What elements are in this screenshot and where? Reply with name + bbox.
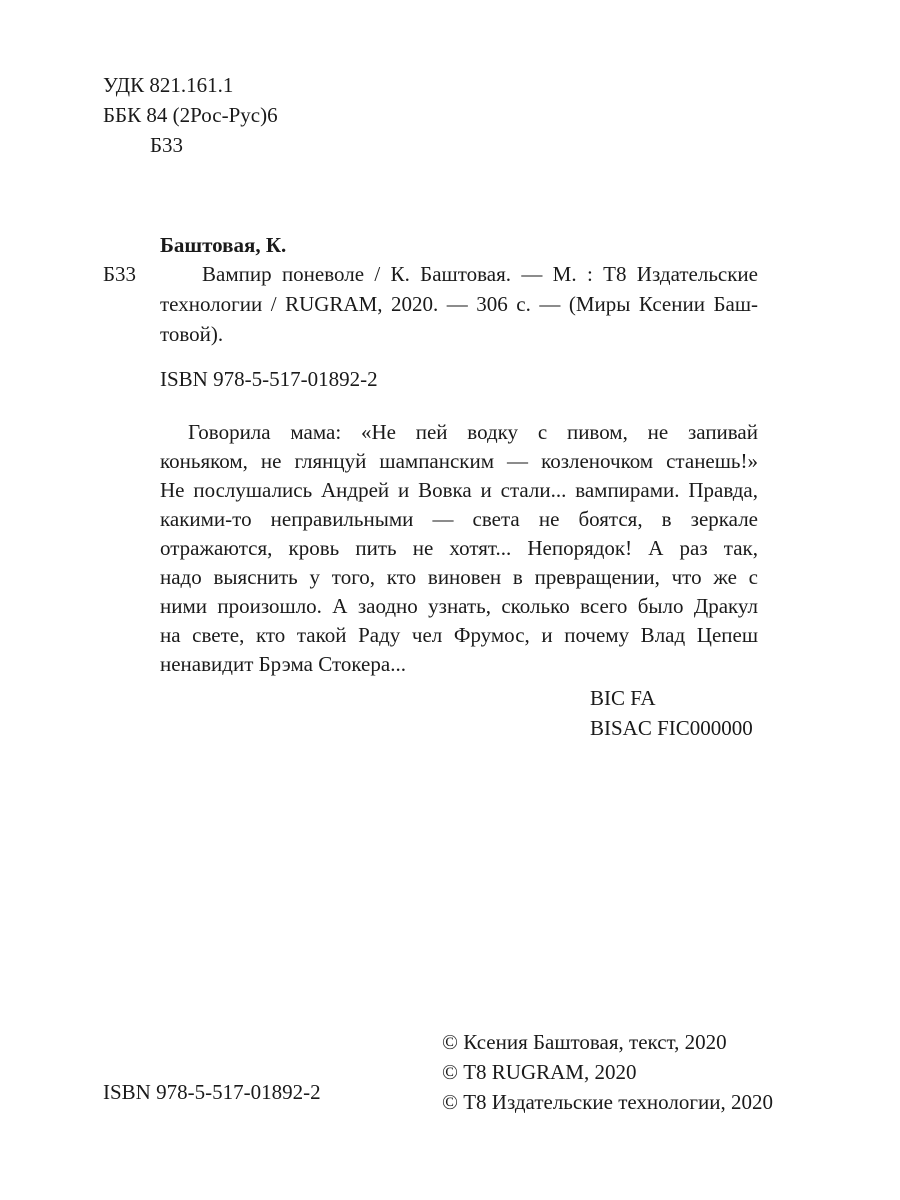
author-mark-inline: Б33	[103, 262, 137, 286]
copyright-block	[442, 1027, 773, 1117]
annotation-line: Говорила мама: «Не пей водку с пивом, не запивай	[188, 420, 758, 444]
biblio-line: технологии / RUGRAM, 2020. — 306 с. — (Миры Ксении Баш-	[160, 292, 758, 316]
subject-codes	[590, 683, 753, 743]
classification-block	[103, 70, 278, 160]
bibliographic-description	[160, 259, 758, 349]
bbk-code: ББК 84 (2Рос-Рус)6	[103, 103, 278, 127]
annotation-line: какими-то неправильными — света не боятся, в зеркале	[160, 507, 758, 531]
annotation-line: Не послушались Андрей и Вовка и стали... вампирами. Правда,	[160, 478, 758, 502]
bisac-code: BISAC FIC000000	[590, 716, 753, 740]
annotation-line: ними произошло. А заодно узнать, сколько всего было Дракул	[160, 594, 758, 618]
annotation-line: на свете, кто такой Раду чел Фрумос, и почему Влад Цепеш	[160, 623, 758, 647]
annotation-line: ненавидит Брэма Стокера...	[160, 652, 406, 676]
bic-code: BIC FA	[590, 686, 656, 710]
annotation-line: отражаются, кровь пить не хотят... Непорядок! А раз так,	[160, 536, 758, 560]
udk-code: УДК 821.161.1	[103, 73, 234, 97]
author-heading: Баштовая, К.	[160, 233, 287, 257]
annotation-line: надо выяснить у того, кто виновен в превращении, что же с	[160, 565, 758, 589]
annotation	[160, 418, 758, 679]
biblio-line: Вампир поневоле / К. Баштовая. — М. : Т8 Издательские	[202, 262, 758, 286]
annotation-line: коньяком, не глянцуй шампанским — козленочком станешь!»	[160, 449, 758, 473]
biblio-line: товой).	[160, 322, 224, 346]
isbn-top: ISBN 978-5-517-01892-2	[160, 367, 378, 391]
isbn-bottom: ISBN 978-5-517-01892-2	[103, 1080, 321, 1104]
author-mark: Б33	[150, 133, 184, 157]
copyright-line: © Т8 Издательские технологии, 2020	[442, 1090, 773, 1114]
copyright-line: © Т8 RUGRAM, 2020	[442, 1060, 637, 1084]
copyright-line: © Ксения Баштовая, текст, 2020	[442, 1030, 727, 1054]
